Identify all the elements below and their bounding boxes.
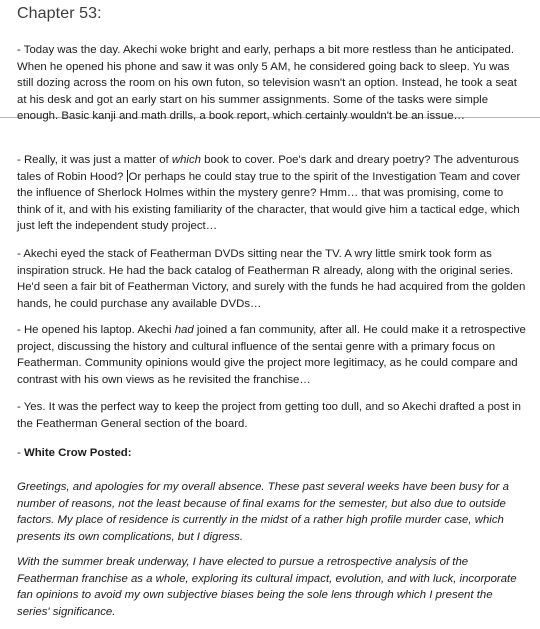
paragraph-2-text-b: book to cover. Poe's dark and dreary poetry? The adventurous tales of Robin Hood? [17, 154, 519, 183]
paragraph-2-text-c: Or perhaps he could stay true to the spirit of the Investigation Team and cover the influence of Sherlock Holmes within the mystery genre? Hmm… that was promising, come to think of it, and with his existing familiarity of the character, that would give him a tactical edge, which just left the independent study project… [17, 170, 521, 232]
post-header [17, 445, 527, 462]
paragraph-5: - Yes. It was the perfect way to keep the project from getting too dull, and so Akechi drafted a post in the Featherman General section of the board. [17, 401, 522, 430]
chapter-title: Chapter 53: [17, 5, 102, 22]
paragraph-2-emphasis: which [171, 154, 201, 166]
paragraph-4-emphasis: had [174, 324, 194, 336]
paragraph-4 [17, 322, 527, 388]
post-author: White Crow Posted: [23, 447, 132, 459]
post-header-prefix: - [17, 447, 24, 459]
paragraph-1: - Today was the day. Akechi woke bright and early, perhaps a bit more restless than he anticipated. When he opened his phone and saw it was only 5 AM, he considered going back to sleep. Yu was still dozing across the room on his own futon, so television wasn't an option. Instead, he took a seat at his desk and got an early start on his summer assignments. Some of the tasks were simple enough. Basic kanji and math drills, a book report, which certainly wouldn't be an issue… [17, 44, 517, 122]
paragraph-2-text-a: - Really, it was just a matter of [17, 154, 172, 166]
paragraph-4-text-b: joined a fan community, after all. He could make it a retrospective project, discussing the history and cultural influence of the sentai genre with a primary focus on Featherman. Community opinions would give the project more legitimacy, as he could compare and contrast with his own views as he revisited the franchise… [17, 324, 526, 386]
post-body-paragraph-2: With the summer break underway, I have elected to pursue a retrospective analysis of the Featherman franchise as a whole, exploring its cultural impact, evolution, and with luck, incorporate fan opinions to avoid my own subjective biases being the sole lens through which I present the series' significance. [17, 556, 517, 618]
paragraph-3: - Akechi eyed the stack of Featherman DVDs sitting near the TV. A wry little smirk took form as inspiration struck. He had the back catalog of Featherman R already, along with the original series. He'd seen a fair bit of Featherman Victory, and surely with the funds he had acquired from the golden hands, he could purchase any available DVDs… [17, 248, 526, 310]
paragraph-4-text-a: - He opened his laptop. Akechi [17, 324, 175, 336]
paragraph-2 [17, 152, 527, 235]
post-body-paragraph-1: Greetings, and apologies for my overall absence. These past several weeks have been busy for a number of reasons, not the least because of final exams for the semester, but also due to outside factors. My place of residence is currently in the midst of a rather high profile murder case, which presents its own complications, but I digress. [17, 481, 509, 543]
